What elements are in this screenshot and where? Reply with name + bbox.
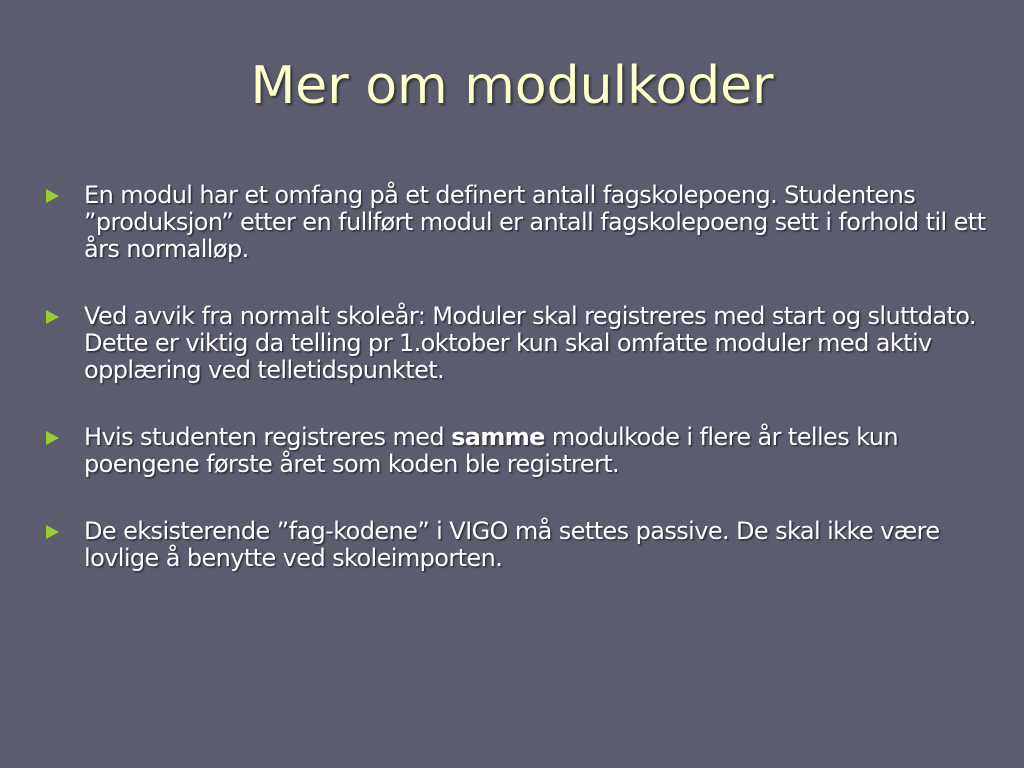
bullet-triangle-icon <box>46 189 59 203</box>
bullet-item <box>44 424 994 478</box>
bullet-text: En modul har et omfang på et definert antall fagskolepoeng. Studentens ”produksjon” etter en fullført modul er antall fagskolepoeng sett i forhold til ett års normalløp. <box>84 181 986 263</box>
bullet-triangle-icon <box>46 431 59 445</box>
bullet-item <box>44 518 994 572</box>
bullet-triangle-icon <box>46 525 59 539</box>
bullet-text-part: modulkode i flere år telles kun poengene første året som koden ble registrert. <box>84 423 898 478</box>
bullet-item <box>44 303 994 384</box>
bullet-item <box>44 182 994 263</box>
bullet-list <box>44 182 994 612</box>
bullet-triangle-icon <box>46 310 59 324</box>
bullet-text-part: Hvis studenten registreres med <box>84 423 452 451</box>
bullet-text-emphasis: samme <box>451 423 545 451</box>
bullet-text: De eksisterende ”fag-kodene” i VIGO må settes passive. De skal ikke være lovlige å benytte ved skoleimporten. <box>84 517 940 572</box>
slide-title: Mer om modulkoder <box>250 56 774 116</box>
bullet-text <box>84 424 994 478</box>
bullet-text: Ved avvik fra normalt skoleår: Moduler skal registreres med start og sluttdato. Dette er viktig da telling pr 1.oktober kun skal omfatte moduler med aktiv opplæring ved telletidspunktet. <box>84 302 976 384</box>
